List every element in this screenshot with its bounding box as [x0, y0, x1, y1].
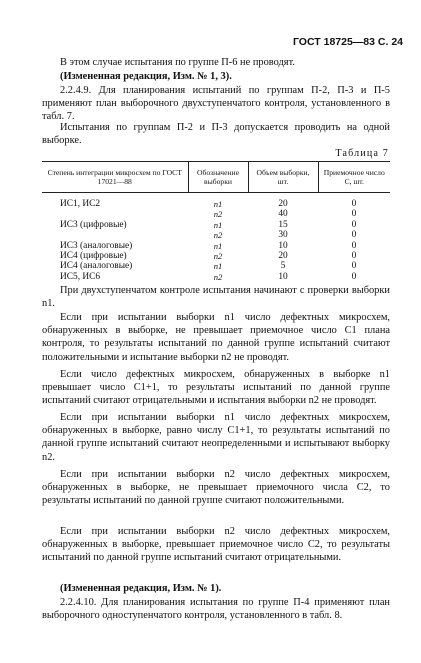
cell-integration: ИС3 (цифровые) [60, 219, 127, 230]
paragraph-4: Если при испытании выборки n1 число дефектных микросхем, обнаруженных в выборке, равно числу C1+1, то результаты испытаний по данной группе испытаний считают неопределенными и испытывают выборку n2. [42, 412, 390, 463]
paragraph-22410: 2.2.4.10. Для планирования испытания по группе П-4 применяют план выборочного одноступенчатого контроля, установленного в табл. 8. [42, 597, 390, 622]
header-integration: Степень интеграции микросхем по ГОСТ 17021—88 [42, 162, 188, 193]
paragraph-2249: 2.2.4.9. Для планирования испытаний по группам П-2, П-3 и П-5 применяют план выборочного двухступенчатого контроля, установленного в табл. 7. [42, 85, 390, 123]
page-header: ГОСТ 18725—83 С. 24 [292, 36, 403, 48]
paragraph-3: Если число дефектных микросхем, обнаруженных в выборке n1 превышает число C1+1, то результаты испытаний по данной группе испытаний считают отрицательными и испытания выборки n2 не проводят. [42, 369, 390, 407]
table-row [42, 272, 390, 282]
cell-size: 5 [280, 261, 286, 272]
cell-integration [42, 209, 188, 219]
cell-sample: n2 [213, 230, 223, 241]
table-row [42, 261, 390, 271]
cell-sample: n2 [213, 271, 223, 282]
paragraph-1: При двухступенчатом контроле испытания начинают с проверки выборки n1. [42, 285, 390, 310]
cell-sample: n1 [213, 219, 223, 230]
table-caption: Таблица 7 [335, 148, 389, 159]
table-header-row [42, 162, 390, 193]
paragraph-2: Если при испытании выборки n1 число дефектных микросхем, обнаруженных в выборке, не превышает приемочное число C1 плана контроля, то результаты испытаний по данной группе испытаний считают положительными и испытание выборки n2 не проводят. [42, 312, 390, 363]
cell-integration [42, 230, 188, 240]
sampling-table [42, 161, 390, 282]
cell-sample: n1 [213, 261, 223, 272]
cell-acceptance: 0 [351, 271, 357, 282]
paragraph-groups: Испытания по группам П-2 и П-3 допускается проводить на одной выборке. [42, 122, 390, 147]
cell-size: 10 [278, 240, 288, 251]
cell-integration: ИС3 (аналоговые) [60, 240, 133, 251]
cell-acceptance: 0 [351, 240, 357, 251]
cell-size: 15 [278, 219, 288, 230]
cell-acceptance: 0 [351, 209, 357, 220]
paragraph-intro: В этом случае испытания по группе П-6 не проводят. [60, 57, 295, 68]
paragraph-5: Если при испытании выборки n2 число дефектных микросхем, обнаруженных в выборке, не превышает приемочного числа C2, то результаты испытаний по данной группе считают положительными. [42, 469, 390, 507]
table-row [42, 193, 390, 210]
cell-integration: ИС5, ИС6 [60, 271, 101, 282]
cell-integration: ИС1, ИС2 [60, 199, 101, 209]
cell-acceptance: 0 [351, 219, 357, 230]
cell-integration: ИС4 (цифровые) [60, 251, 127, 262]
header-acceptance-number: Приемочное число C, шт. [318, 162, 390, 193]
cell-size: 30 [278, 230, 288, 241]
cell-size: 20 [278, 199, 288, 209]
table-row [42, 251, 390, 261]
cell-acceptance: 0 [351, 261, 357, 272]
cell-acceptance: 0 [351, 230, 357, 241]
cell-acceptance: 0 [351, 199, 357, 209]
table-row [42, 230, 390, 240]
cell-sample: n2 [213, 209, 223, 220]
header-sample-designation: Обозначение выборки [188, 162, 248, 193]
cell-sample: n1 [213, 199, 223, 209]
table-row [42, 220, 390, 230]
table-row [42, 209, 390, 219]
cell-sample: n1 [213, 240, 223, 251]
cell-size: 10 [278, 271, 288, 282]
cell-integration: ИС4 (аналоговые) [60, 261, 133, 272]
paragraph-6: Если при испытании выборки n2 число дефектных микросхем, обнаруженных в выборке, превышает приемочное число C2, то результаты испытаний по данной группе испытаний считают отрицательными. [42, 526, 390, 564]
amendment-note-2: (Измененная редакция, Изм. № 1). [60, 583, 222, 594]
cell-size: 40 [278, 209, 288, 220]
cell-acceptance: 0 [351, 251, 357, 262]
cell-sample: n2 [213, 251, 223, 262]
amendment-note-1: (Измененная редакция, Изм. № 1, 3). [60, 71, 232, 82]
table-row [42, 241, 390, 251]
header-sample-size: Объем выборки, шт. [248, 162, 318, 193]
cell-size: 20 [278, 251, 288, 262]
